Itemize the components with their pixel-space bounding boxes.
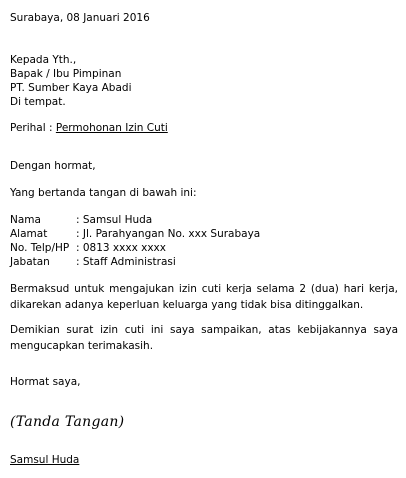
recipient-line-4: Di tempat. — [10, 96, 66, 108]
field-position — [10, 255, 390, 269]
field-label: No. Telp/HP — [10, 242, 70, 254]
field-label: Nama — [10, 214, 41, 226]
closing: Hormat saya, — [10, 376, 81, 388]
recipient-line-3: PT. Sumber Kaya Abadi — [10, 82, 132, 94]
field-phone — [10, 241, 390, 255]
field-value: : Jl. Parahyangan No. xxx Surabaya — [76, 228, 261, 240]
subject-label: Perihal : — [10, 122, 56, 134]
recipient-line-1: Kepada Yth., — [10, 54, 77, 66]
intro-text: Yang bertanda tangan di bawah ini: — [10, 187, 197, 199]
greeting: Dengan hormat, — [10, 160, 96, 172]
body-paragraph-2: Demikian surat izin cuti ini saya sampaikan, atas kebijakannya saya mengucapkan terimakasih. — [10, 324, 398, 352]
field-value: : 0813 xxxx xxxx — [76, 242, 166, 254]
letter-date: Surabaya, 08 Januari 2016 — [10, 12, 150, 24]
field-value: : Staff Administrasi — [76, 256, 176, 268]
recipient-line-2: Bapak / Ibu Pimpinan — [10, 68, 122, 80]
signature: (Tanda Tangan) — [10, 414, 125, 430]
field-label: Jabatan — [10, 256, 50, 268]
subject-line — [10, 121, 168, 135]
field-value: : Samsul Huda — [76, 214, 153, 226]
field-label: Alamat — [10, 228, 48, 240]
field-name — [10, 213, 390, 227]
subject-value: Permohonan Izin Cuti — [55, 122, 168, 134]
body-paragraph-1: Bermaksud untuk mengajukan izin cuti kerja selama 2 (dua) hari kerja, dikarekan adanya keperluan keluarga yang tidak bisa ditinggalkan. — [10, 283, 398, 311]
field-address — [10, 227, 390, 241]
signer-name: Samsul Huda — [10, 454, 80, 466]
